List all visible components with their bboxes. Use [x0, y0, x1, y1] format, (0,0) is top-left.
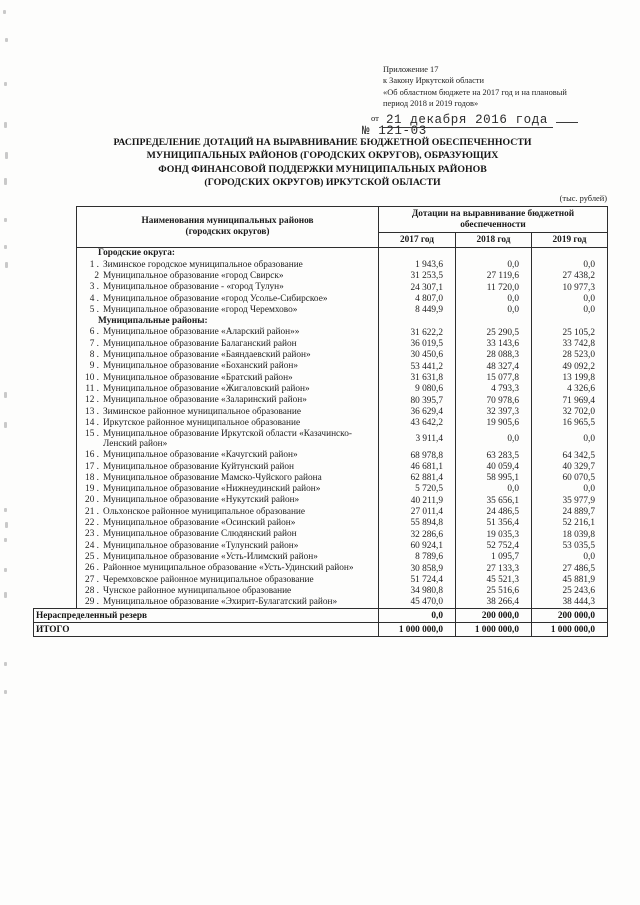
value-cell-2017: 27 011,4	[379, 506, 456, 517]
document-date-value: 21 декабря 2016 года	[383, 113, 553, 128]
column-header-group	[379, 207, 608, 233]
value-cell-2017: 62 881,4	[379, 473, 456, 484]
title-line: ФОНД ФИНАНСОВОЙ ПОДДЕРЖКИ МУНИЦИПАЛЬНЫХ РАЙОНОВ	[158, 163, 487, 175]
total-value-2017: 1 000 000,0	[379, 623, 456, 637]
value-cell-2019: 0,0	[532, 304, 608, 315]
municipality-name: Муниципальное образование «Баяндаевский район»	[103, 350, 311, 361]
value-cell-2017: 43 642,2	[379, 417, 456, 428]
municipality-row	[77, 597, 608, 608]
document-number: № 121-03	[362, 124, 427, 138]
municipality-name: Ольхонское районное муниципальное образование	[103, 506, 306, 517]
municipality-name-cell	[77, 406, 379, 417]
municipality-name: Муниципальное образование Куйтунский район	[103, 461, 295, 472]
municipality-name: Муниципальное образование Слюдянский район	[103, 529, 297, 540]
value-cell-2017: 55 894,8	[379, 518, 456, 529]
title-line: РАСПРЕДЕЛЕНИЕ ДОТАЦИЙ НА ВЫРАВНИВАНИЕ БЮДЖЕТНОЙ ОБЕСПЕЧЕННОСТИ	[113, 137, 532, 148]
municipality-name-cell	[77, 461, 379, 472]
municipality-row	[77, 529, 608, 540]
municipality-row	[77, 406, 608, 417]
municipality-row	[77, 372, 608, 383]
value-cell-2017: 80 395,7	[379, 395, 456, 406]
municipality-name: Муниципальное образование «Нукутский район»	[103, 495, 300, 506]
municipality-name-cell	[77, 327, 379, 338]
value-cell-2017: 3 911,4	[379, 429, 456, 450]
municipality-row	[77, 484, 608, 495]
value-cell-2018: 32 397,3	[456, 406, 532, 417]
municipality-name-cell	[77, 338, 379, 349]
municipality-name: Муниципальное образование Мамско-Чуйского района	[103, 472, 322, 483]
allocation-table	[76, 206, 608, 608]
municipality-name: Иркутское районное муниципальное образование	[103, 417, 301, 428]
value-cell-2017: 31 631,8	[379, 372, 456, 383]
allocation-tables	[33, 206, 607, 637]
municipality-row	[77, 518, 608, 529]
row-number: 1 .	[89, 259, 99, 270]
municipality-row	[77, 327, 608, 338]
municipality-name: Муниципальное образование «Заларинский район»	[103, 395, 307, 406]
municipality-name: Муниципальное образование Иркутской области «Казачинско-Ленский район»	[103, 428, 352, 450]
municipality-row	[77, 395, 608, 406]
value-cell-2019: 27 438,2	[532, 271, 608, 282]
appendix-line: Приложение 17	[383, 65, 439, 74]
value-cell-2019: 10 977,3	[532, 282, 608, 293]
row-number: 24 .	[85, 540, 99, 551]
value-cell-2019	[532, 316, 608, 327]
value-cell-2017: 36 019,5	[379, 338, 456, 349]
value-cell-2018: 51 356,4	[456, 518, 532, 529]
municipality-name: Зиминское городское муниципальное образование	[103, 259, 303, 270]
municipality-row	[77, 282, 608, 293]
municipality-name-cell	[77, 304, 379, 315]
value-cell-2018: 40 059,4	[456, 461, 532, 472]
total-label: ИТОГО	[34, 623, 379, 637]
scan-artifact	[4, 218, 7, 222]
municipality-name: Муниципальное образование «Осинский район»	[103, 518, 296, 529]
scan-artifact	[4, 690, 7, 694]
municipality-row	[77, 586, 608, 597]
value-cell-2019: 0,0	[532, 484, 608, 495]
municipality-name: Муниципальное образование «город Свирск»	[103, 270, 284, 281]
units-note: (тыс. рублей)	[559, 194, 607, 203]
value-cell-2019: 0,0	[532, 259, 608, 270]
value-cell-2017: 1 943,6	[379, 259, 456, 270]
row-number: 23 .	[85, 529, 99, 540]
document-title	[0, 136, 640, 190]
value-cell-2019: 33 742,8	[532, 338, 608, 349]
value-cell-2019: 40 329,7	[532, 461, 608, 472]
municipality-name: Черемховское районное муниципальное образование	[103, 574, 314, 585]
scan-artifact	[4, 245, 7, 249]
municipality-name: Муниципальное образование «город Черемхово»	[103, 304, 298, 315]
column-header-line: (городских округов)	[185, 227, 270, 237]
value-cell-2017: 8 449,9	[379, 304, 456, 315]
value-cell-2018: 48 327,4	[456, 361, 532, 372]
scan-artifact	[5, 262, 8, 268]
municipality-name-cell	[77, 361, 379, 372]
scan-artifact	[5, 522, 8, 528]
municipality-name: Муниципальное образование «Тулунский район»	[103, 540, 299, 551]
row-number: 4 .	[89, 293, 99, 304]
row-number: 18 .	[85, 472, 99, 483]
municipality-name-cell	[77, 518, 379, 529]
row-number: 28 .	[85, 585, 99, 596]
municipality-name-cell	[77, 473, 379, 484]
municipality-name-cell	[77, 259, 379, 270]
column-header-2017: 2017 год	[379, 233, 456, 248]
municipality-row	[77, 574, 608, 585]
municipality-name: Муниципальное образование «Эхирит-Булагатский район»	[103, 597, 338, 608]
value-cell-2018: 15 077,8	[456, 372, 532, 383]
municipality-name: Муниципальное образование - «город Тулун»	[103, 282, 284, 293]
section-header-label: Муниципальные районы:	[98, 316, 208, 327]
scan-artifact	[4, 538, 7, 542]
row-number: 5 .	[89, 304, 99, 315]
municipality-name-cell	[77, 429, 379, 450]
municipality-name-cell	[77, 552, 379, 563]
value-cell-2017: 68 978,8	[379, 450, 456, 461]
value-cell-2018: 45 521,3	[456, 574, 532, 585]
value-cell-2019: 16 965,5	[532, 417, 608, 428]
reserve-value-2019: 200 000,0	[532, 609, 608, 623]
value-cell-2019: 64 342,5	[532, 450, 608, 461]
municipality-row	[77, 259, 608, 270]
scan-artifact	[4, 592, 7, 598]
underline-tail	[556, 110, 578, 123]
scan-artifact	[4, 122, 7, 128]
municipality-name-cell	[77, 506, 379, 517]
value-cell-2019: 24 889,7	[532, 506, 608, 517]
row-number: 9 .	[89, 361, 99, 372]
value-cell-2019: 28 523,0	[532, 350, 608, 361]
appendix-reference	[383, 64, 603, 110]
municipality-row	[77, 552, 608, 563]
value-cell-2019: 25 105,2	[532, 327, 608, 338]
municipality-name-cell	[77, 282, 379, 293]
municipality-name-cell	[77, 574, 379, 585]
municipality-name: Зиминское районное муниципальное образование	[103, 406, 301, 417]
municipality-name-cell	[77, 293, 379, 304]
municipality-name: Муниципальное образование Балаганский район	[103, 338, 297, 349]
row-number: 10 .	[85, 372, 99, 383]
value-cell-2017: 40 211,9	[379, 495, 456, 506]
value-cell-2017: 8 789,6	[379, 552, 456, 563]
value-cell-2019	[532, 248, 608, 260]
value-cell-2017: 32 286,6	[379, 529, 456, 540]
value-cell-2017: 4 807,0	[379, 293, 456, 304]
row-number: 27 .	[85, 574, 99, 585]
value-cell-2018: 28 088,3	[456, 350, 532, 361]
title-line: МУНИЦИПАЛЬНЫХ РАЙОНОВ (ГОРОДСКИХ ОКРУГОВ), ОБРАЗУЮЩИХ	[146, 150, 499, 162]
value-cell-2017: 34 980,8	[379, 586, 456, 597]
value-cell-2019: 49 092,2	[532, 361, 608, 372]
scan-artifact	[3, 10, 6, 14]
value-cell-2018: 19 905,6	[456, 417, 532, 428]
municipality-name: Муниципальное образование «Усть-Илимский район»	[103, 551, 318, 562]
row-number: 20 .	[85, 495, 99, 506]
row-number: 14 .	[85, 417, 99, 428]
row-number: 25 .	[85, 551, 99, 562]
value-cell-2018: 11 720,0	[456, 282, 532, 293]
row-number: 22 .	[85, 518, 99, 529]
value-cell-2017	[379, 316, 456, 327]
municipality-name: Муниципальное образование «Боханский район»	[103, 361, 299, 372]
municipality-row	[77, 495, 608, 506]
appendix-line: период 2018 и 2019 годов»	[383, 99, 479, 109]
value-cell-2019: 0,0	[532, 293, 608, 304]
municipality-name: Муниципальное образование «Жигаловский район»	[103, 383, 310, 394]
municipality-row	[77, 473, 608, 484]
municipality-row	[77, 350, 608, 361]
municipality-row	[77, 429, 608, 450]
column-header-line: Наименования муниципальных районов	[141, 216, 314, 227]
value-cell-2019: 38 444,3	[532, 597, 608, 608]
row-number: 3 .	[89, 282, 99, 293]
municipality-name-cell	[77, 384, 379, 395]
value-cell-2017: 31 253,5	[379, 271, 456, 282]
row-number: 12 .	[85, 395, 99, 406]
value-cell-2019: 52 216,1	[532, 518, 608, 529]
municipality-name-cell	[77, 372, 379, 383]
table-body	[77, 248, 608, 609]
value-cell-2019: 0,0	[532, 429, 608, 450]
section-header-label: Городские округа:	[98, 248, 175, 259]
row-number: 17 .	[85, 461, 99, 472]
row-number: 6 .	[89, 327, 99, 338]
reserve-value-2017: 0,0	[379, 609, 456, 623]
municipality-name-cell	[77, 529, 379, 540]
section-row	[77, 316, 608, 327]
value-cell-2018: 52 752,4	[456, 540, 532, 551]
municipality-name: Районное муниципальное образование «Усть-Удинский район»	[103, 563, 354, 574]
table-header	[77, 207, 608, 248]
municipality-name: Муниципальное образование «Нижнеудинский район»	[103, 484, 321, 495]
group-header-line: обеспеченности	[460, 219, 526, 230]
total-value-2019: 1 000 000,0	[532, 623, 608, 637]
municipality-name-cell	[77, 350, 379, 361]
municipality-name-cell	[77, 271, 379, 282]
municipality-row	[77, 450, 608, 461]
value-cell-2017: 36 629,4	[379, 406, 456, 417]
value-cell-2017: 9 080,6	[379, 384, 456, 395]
value-cell-2017	[379, 248, 456, 260]
municipality-row	[77, 540, 608, 551]
row-number: 16 .	[85, 450, 99, 461]
row-number: 7 .	[89, 338, 99, 349]
scan-artifact	[4, 422, 7, 428]
row-number: 26 .	[85, 563, 99, 574]
value-cell-2018: 24 486,5	[456, 506, 532, 517]
row-number: 2	[94, 270, 99, 281]
total-row	[34, 623, 608, 637]
value-cell-2019: 27 486,5	[532, 563, 608, 574]
appendix-line: к Закону Иркутской области	[383, 76, 484, 86]
value-cell-2019: 53 035,5	[532, 540, 608, 551]
total-value-2018: 1 000 000,0	[456, 623, 532, 637]
value-cell-2019: 4 326,6	[532, 384, 608, 395]
value-cell-2019: 35 977,9	[532, 495, 608, 506]
value-cell-2018: 35 656,1	[456, 495, 532, 506]
column-header-2019: 2019 год	[532, 233, 608, 248]
row-number: 13 .	[85, 406, 99, 417]
value-cell-2019: 71 969,4	[532, 395, 608, 406]
value-cell-2018: 0,0	[456, 293, 532, 304]
appendix-line: «Об областном бюджете на 2017 год и на плановый	[383, 87, 567, 97]
value-cell-2018	[456, 248, 532, 260]
value-cell-2018: 27 133,3	[456, 563, 532, 574]
municipality-name: Муниципальное образование «Аларский район»»	[103, 327, 300, 338]
scan-artifact	[4, 568, 7, 572]
scan-artifact	[4, 392, 7, 398]
value-cell-2018: 25 516,6	[456, 586, 532, 597]
value-cell-2018: 63 283,5	[456, 450, 532, 461]
municipality-name-cell	[77, 395, 379, 406]
row-number: 29 .	[85, 597, 99, 608]
value-cell-2018: 38 266,4	[456, 597, 532, 608]
municipality-name: Муниципальное образование «Качугский район»	[103, 450, 298, 461]
title-line: (ГОРОДСКИХ ОКРУГОВ) ИРКУТСКОЙ ОБЛАСТИ	[204, 177, 441, 189]
value-cell-2018: 70 978,6	[456, 395, 532, 406]
municipality-row	[77, 304, 608, 315]
row-number: 21 .	[85, 506, 99, 517]
value-cell-2017: 24 307,1	[379, 282, 456, 293]
row-number: 8 .	[89, 350, 99, 361]
value-cell-2018	[456, 316, 532, 327]
value-cell-2017: 30 858,9	[379, 563, 456, 574]
value-cell-2017: 30 450,6	[379, 350, 456, 361]
value-cell-2018: 0,0	[456, 259, 532, 270]
value-cell-2018: 25 290,5	[456, 327, 532, 338]
municipality-name-cell	[77, 450, 379, 461]
value-cell-2018: 0,0	[456, 304, 532, 315]
value-cell-2019: 32 702,0	[532, 406, 608, 417]
summary-table	[33, 608, 608, 637]
value-cell-2019: 0,0	[532, 552, 608, 563]
group-header-line: Дотации на выравнивание бюджетной	[411, 208, 575, 219]
value-cell-2019: 13 199,8	[532, 372, 608, 383]
municipality-row	[77, 384, 608, 395]
value-cell-2019: 60 070,5	[532, 473, 608, 484]
date-prefix-label: от	[371, 113, 379, 123]
reserve-label: Нераспределенный резерв	[34, 609, 379, 623]
value-cell-2017: 51 724,4	[379, 574, 456, 585]
value-cell-2019: 25 243,6	[532, 586, 608, 597]
municipality-row	[77, 563, 608, 574]
municipality-name-cell	[77, 563, 379, 574]
reserve-value-2018: 200 000,0	[456, 609, 532, 623]
scan-artifact	[4, 662, 7, 666]
municipality-row	[77, 338, 608, 349]
column-header-2018: 2018 год	[456, 233, 532, 248]
value-cell-2018: 0,0	[456, 484, 532, 495]
value-cell-2017: 5 720,5	[379, 484, 456, 495]
value-cell-2017: 60 924,1	[379, 540, 456, 551]
municipality-row	[77, 417, 608, 428]
column-header-names	[77, 207, 379, 248]
municipality-name-cell	[77, 586, 379, 597]
municipality-name: Чунское районное муниципальное образование	[103, 585, 292, 596]
municipality-row	[77, 506, 608, 517]
scan-artifact	[5, 38, 8, 42]
value-cell-2018: 1 095,7	[456, 552, 532, 563]
value-cell-2019: 18 039,8	[532, 529, 608, 540]
municipality-name: Муниципальное образование «город Усолье-Сибирское»	[103, 293, 328, 304]
value-cell-2017: 53 441,2	[379, 361, 456, 372]
value-cell-2018: 19 035,3	[456, 529, 532, 540]
row-number: 15 .	[85, 428, 99, 439]
value-cell-2018: 0,0	[456, 429, 532, 450]
municipality-name: Муниципальное образование «Братский район»	[103, 372, 293, 383]
value-cell-2017: 31 622,2	[379, 327, 456, 338]
municipality-name-cell	[77, 484, 379, 495]
municipality-row	[77, 271, 608, 282]
municipality-name-cell	[77, 540, 379, 551]
municipality-row	[77, 293, 608, 304]
section-header-cell	[77, 316, 379, 327]
row-number: 19 .	[85, 484, 99, 495]
value-cell-2018: 33 143,6	[456, 338, 532, 349]
section-row	[77, 248, 608, 260]
value-cell-2018: 58 995,1	[456, 473, 532, 484]
reserve-row	[34, 609, 608, 623]
municipality-name-cell	[77, 417, 379, 428]
scan-artifact	[4, 82, 7, 86]
section-header-cell	[77, 248, 379, 260]
municipality-name-cell	[77, 495, 379, 506]
municipality-row	[77, 461, 608, 472]
municipality-row	[77, 361, 608, 372]
value-cell-2019: 45 881,9	[532, 574, 608, 585]
municipality-name-cell	[77, 597, 379, 608]
value-cell-2017: 46 681,1	[379, 461, 456, 472]
value-cell-2017: 45 470,0	[379, 597, 456, 608]
scan-artifact	[4, 508, 7, 512]
row-number: 11 .	[85, 383, 99, 394]
value-cell-2018: 27 119,6	[456, 271, 532, 282]
value-cell-2018: 4 793,3	[456, 384, 532, 395]
